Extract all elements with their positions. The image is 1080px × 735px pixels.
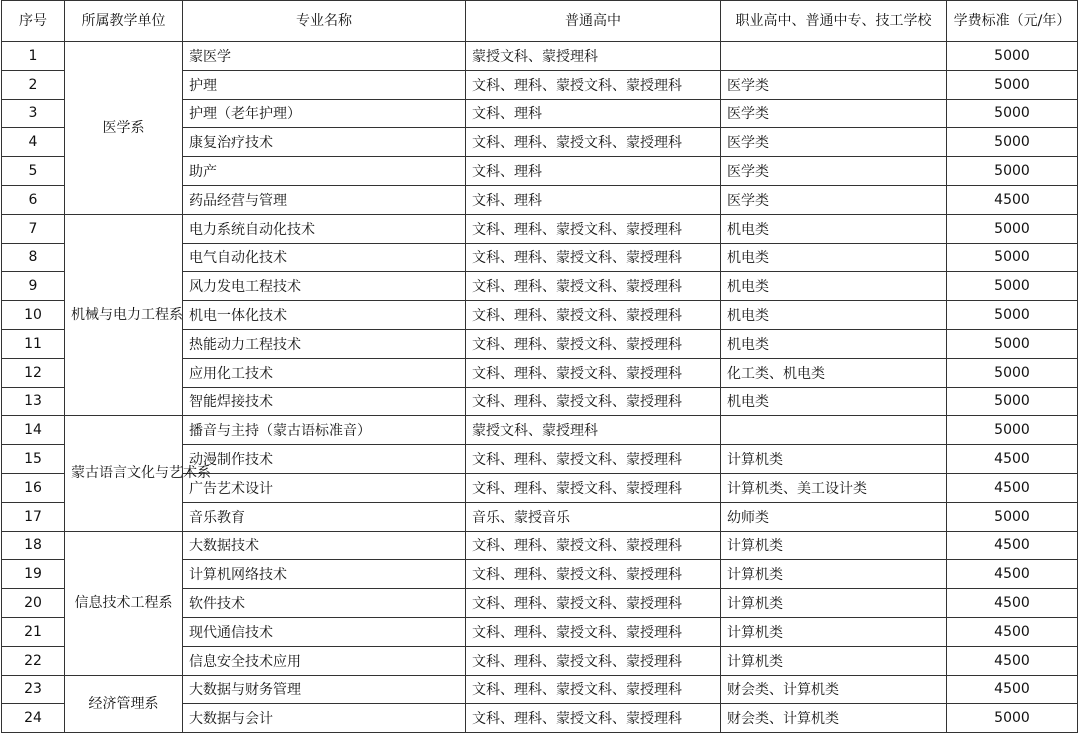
major-name: 现代通信技术 (183, 617, 466, 646)
tuition-fee: 4500 (947, 646, 1078, 675)
row-number: 7 (2, 214, 65, 243)
header-dept: 所属教学单位 (65, 1, 183, 42)
row-number: 17 (2, 502, 65, 531)
vocational-categories (721, 42, 947, 71)
vocational-categories: 化工类、机电类 (721, 358, 947, 387)
row-number: 13 (2, 387, 65, 416)
major-name: 信息安全技术应用 (183, 646, 466, 675)
major-name: 动漫制作技术 (183, 445, 466, 474)
tuition-fee: 5000 (947, 272, 1078, 301)
major-name: 热能动力工程技术 (183, 329, 466, 358)
row-number: 23 (2, 675, 65, 704)
major-name: 蒙医学 (183, 42, 466, 71)
tuition-fee: 5000 (947, 704, 1078, 733)
header-vocational: 职业高中、普通中专、技工学校 (721, 1, 947, 42)
vocational-categories: 机电类 (721, 329, 947, 358)
highschool-categories: 文科、理科、蒙授文科、蒙授理科 (466, 329, 721, 358)
table-row (2, 214, 1078, 243)
highschool-categories: 文科、理科、蒙授文科、蒙授理科 (466, 214, 721, 243)
header-major: 专业名称 (183, 1, 466, 42)
major-name: 大数据技术 (183, 531, 466, 560)
row-number: 1 (2, 42, 65, 71)
major-name: 风力发电工程技术 (183, 272, 466, 301)
major-name: 电气自动化技术 (183, 243, 466, 272)
highschool-categories: 文科、理科、蒙授文科、蒙授理科 (466, 560, 721, 589)
tuition-fee: 5000 (947, 70, 1078, 99)
vocational-categories: 计算机类 (721, 531, 947, 560)
row-number: 24 (2, 704, 65, 733)
highschool-categories: 文科、理科、蒙授文科、蒙授理科 (466, 301, 721, 330)
vocational-categories: 医学类 (721, 185, 947, 214)
header-fee: 学费标准（元/年） (947, 1, 1078, 42)
vocational-categories: 机电类 (721, 301, 947, 330)
highschool-categories: 蒙授文科、蒙授理科 (466, 416, 721, 445)
tuition-fee: 5000 (947, 502, 1078, 531)
vocational-categories (721, 416, 947, 445)
header-no: 序号 (2, 1, 65, 42)
highschool-categories: 文科、理科、蒙授文科、蒙授理科 (466, 272, 721, 301)
highschool-categories: 文科、理科、蒙授文科、蒙授理科 (466, 387, 721, 416)
highschool-categories: 文科、理科、蒙授文科、蒙授理科 (466, 589, 721, 618)
major-name: 应用化工技术 (183, 358, 466, 387)
highschool-categories: 文科、理科、蒙授文科、蒙授理科 (466, 70, 721, 99)
major-name: 音乐教育 (183, 502, 466, 531)
tuition-fee: 5000 (947, 301, 1078, 330)
vocational-categories: 计算机类 (721, 560, 947, 589)
table-row (2, 416, 1078, 445)
vocational-categories: 计算机类、美工设计类 (721, 473, 947, 502)
row-number: 18 (2, 531, 65, 560)
row-number: 9 (2, 272, 65, 301)
vocational-categories: 幼师类 (721, 502, 947, 531)
tuition-fee: 5000 (947, 99, 1078, 128)
row-number: 12 (2, 358, 65, 387)
highschool-categories: 蒙授文科、蒙授理科 (466, 42, 721, 71)
tuition-fee: 5000 (947, 358, 1078, 387)
highschool-categories: 文科、理科 (466, 185, 721, 214)
tuition-fee: 4500 (947, 675, 1078, 704)
row-number: 20 (2, 589, 65, 618)
major-name: 康复治疗技术 (183, 128, 466, 157)
row-number: 15 (2, 445, 65, 474)
tuition-fee: 4500 (947, 531, 1078, 560)
vocational-categories: 机电类 (721, 243, 947, 272)
highschool-categories: 文科、理科、蒙授文科、蒙授理科 (466, 617, 721, 646)
vocational-categories: 医学类 (721, 157, 947, 186)
highschool-categories: 音乐、蒙授音乐 (466, 502, 721, 531)
vocational-categories: 医学类 (721, 70, 947, 99)
highschool-categories: 文科、理科、蒙授文科、蒙授理科 (466, 473, 721, 502)
row-number: 22 (2, 646, 65, 675)
department-cell: 医学系 (65, 42, 183, 215)
department-cell: 信息技术工程系 (65, 531, 183, 675)
row-number: 5 (2, 157, 65, 186)
major-name: 大数据与会计 (183, 704, 466, 733)
header-highschool: 普通高中 (466, 1, 721, 42)
major-name: 软件技术 (183, 589, 466, 618)
vocational-categories: 医学类 (721, 128, 947, 157)
major-name: 智能焊接技术 (183, 387, 466, 416)
row-number: 19 (2, 560, 65, 589)
major-name: 机电一体化技术 (183, 301, 466, 330)
department-cell: 机械与电力工程系 (65, 214, 183, 416)
table-row (2, 42, 1078, 71)
vocational-categories: 机电类 (721, 272, 947, 301)
row-number: 3 (2, 99, 65, 128)
row-number: 2 (2, 70, 65, 99)
tuition-fee: 5000 (947, 416, 1078, 445)
tuition-table (1, 0, 1078, 733)
highschool-categories: 文科、理科、蒙授文科、蒙授理科 (466, 358, 721, 387)
department-cell: 经济管理系 (65, 675, 183, 733)
highschool-categories: 文科、理科、蒙授文科、蒙授理科 (466, 445, 721, 474)
highschool-categories: 文科、理科、蒙授文科、蒙授理科 (466, 675, 721, 704)
vocational-categories: 财会类、计算机类 (721, 704, 947, 733)
row-number: 8 (2, 243, 65, 272)
tuition-fee: 5000 (947, 387, 1078, 416)
major-name: 助产 (183, 157, 466, 186)
row-number: 10 (2, 301, 65, 330)
tuition-fee: 4500 (947, 617, 1078, 646)
major-name: 大数据与财务管理 (183, 675, 466, 704)
tuition-fee: 4500 (947, 185, 1078, 214)
major-name: 护理（老年护理） (183, 99, 466, 128)
tuition-fee: 5000 (947, 214, 1078, 243)
vocational-categories: 计算机类 (721, 445, 947, 474)
vocational-categories: 机电类 (721, 214, 947, 243)
row-number: 11 (2, 329, 65, 358)
table-body (2, 42, 1078, 733)
tuition-fee: 4500 (947, 445, 1078, 474)
row-number: 6 (2, 185, 65, 214)
tuition-fee: 4500 (947, 589, 1078, 618)
row-number: 4 (2, 128, 65, 157)
table-row (2, 531, 1078, 560)
vocational-categories: 医学类 (721, 99, 947, 128)
table-row (2, 675, 1078, 704)
row-number: 16 (2, 473, 65, 502)
department-cell: 蒙古语言文化与艺术系 (65, 416, 183, 531)
tuition-fee: 5000 (947, 243, 1078, 272)
table-header (2, 1, 1078, 42)
major-name: 护理 (183, 70, 466, 99)
vocational-categories: 计算机类 (721, 617, 947, 646)
vocational-categories: 计算机类 (721, 589, 947, 618)
tuition-fee: 5000 (947, 128, 1078, 157)
vocational-categories: 机电类 (721, 387, 947, 416)
highschool-categories: 文科、理科、蒙授文科、蒙授理科 (466, 646, 721, 675)
header-row (2, 1, 1078, 42)
major-name: 电力系统自动化技术 (183, 214, 466, 243)
row-number: 21 (2, 617, 65, 646)
highschool-categories: 文科、理科、蒙授文科、蒙授理科 (466, 243, 721, 272)
document-page (1, 0, 1079, 735)
highschool-categories: 文科、理科、蒙授文科、蒙授理科 (466, 704, 721, 733)
tuition-fee: 5000 (947, 329, 1078, 358)
row-number: 14 (2, 416, 65, 445)
tuition-fee: 5000 (947, 157, 1078, 186)
vocational-categories: 计算机类 (721, 646, 947, 675)
vocational-categories: 财会类、计算机类 (721, 675, 947, 704)
major-name: 计算机网络技术 (183, 560, 466, 589)
highschool-categories: 文科、理科 (466, 99, 721, 128)
tuition-fee: 4500 (947, 473, 1078, 502)
highschool-categories: 文科、理科、蒙授文科、蒙授理科 (466, 531, 721, 560)
tuition-fee: 5000 (947, 42, 1078, 71)
major-name: 药品经营与管理 (183, 185, 466, 214)
highschool-categories: 文科、理科 (466, 157, 721, 186)
major-name: 广告艺术设计 (183, 473, 466, 502)
major-name: 播音与主持（蒙古语标准音） (183, 416, 466, 445)
highschool-categories: 文科、理科、蒙授文科、蒙授理科 (466, 128, 721, 157)
tuition-fee: 4500 (947, 560, 1078, 589)
